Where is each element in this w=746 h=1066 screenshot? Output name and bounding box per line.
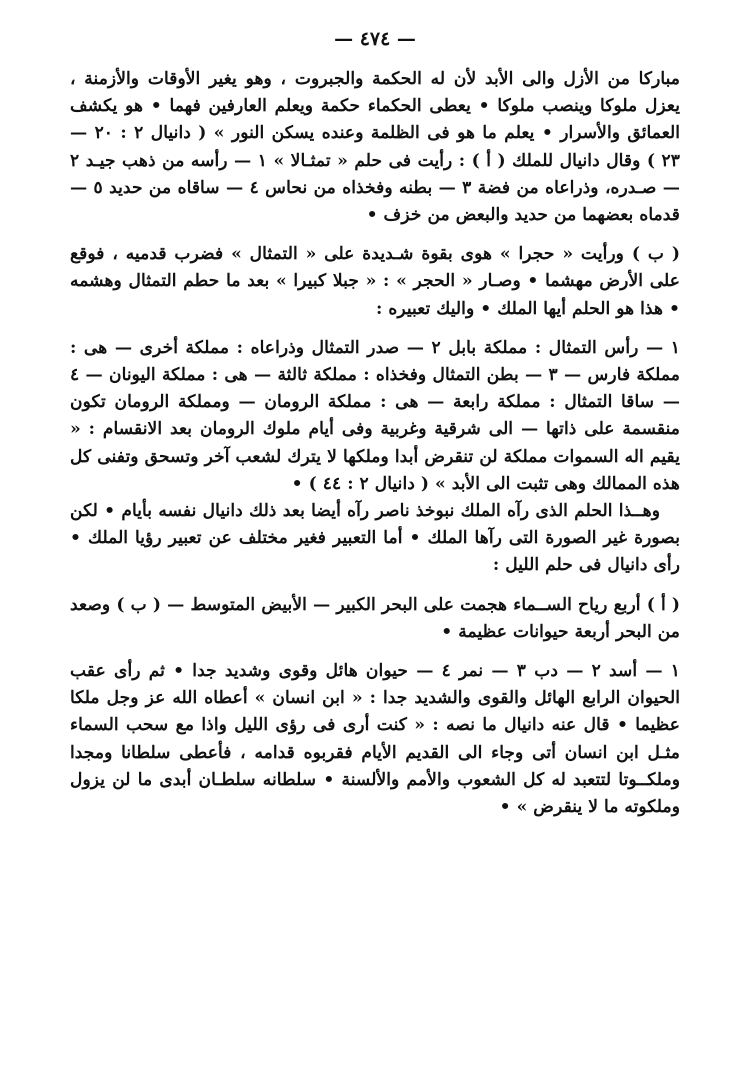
paragraph-6: ١ — أسد ٢ — دب ٣ — نمر ٤ — حيوان هائل وقوى وشديد جدا • ثم رأى عقب الحيوان الرابع الهائل والقوى والشديد جدا : « ابن انسان » أعطاه الله عز وجل ملكا عظيما • قال عنه دانيال ما نصه : « كنت أرى فى رؤى الليل واذا مع سحب السماء مثـل ابن انسان أتى وجاء الى القديم الأيام فقربوه قدامه ، فأعطى سلطانا ومجدا وملكــوتا لتتعبد له كل الشعوب والأمم والألسنة • سلطانه سلطـان أبدى ما لن يزول وملكوته ما لا ينقرض » •	[70, 661, 681, 818]
page-number: — ٤٧٤ —	[334, 28, 416, 50]
paragraph-5: ( أ ) أربع رياح الســماء هجمت على البحر الكبير — الأبيض المتوسط — ( ب ) وصعد من البحر أربعة حيوانات عظيمة •	[70, 594, 680, 642]
paragraph-2: ( ب ) ورأيت « حجرا » هوى بقوة شـديدة على « التمثال » فضرب قدميه ، فوقع على الأرض مهشما • وصـار « الحجر » : « جبلا كبيرا » بعد ما حطم التمثال وهشمه • هذا هو الحلم أيها الملك • واليك تعبيره :	[70, 244, 680, 319]
body-text	[70, 66, 680, 821]
paragraph-4: وهــذا الحلم الذى رآه الملك نبوخذ ناصر رآه أيضا بعد ذلك دانيال نفسه بأيام • لكن بصورة غير الصورة التى رآها الملك • أما التعبير فغير مختلف عن تعبير رؤيا الملك • رأى دانيال فى حلم الليل :	[70, 501, 680, 576]
paragraph-3: ١ — رأس التمثال : مملكة بابل ٢ — صدر التمثال وذراعاه : مملكة أخرى — هى : مملكة فارس — ٣ — بطن التمثال وفخذاه : مملكة ثالثة — هى : مملكة اليونان — ٤ — ساقا التمثال : مملكة رابعة — هى : مملكة الرومان — ومملكة الرومان تكون منقسمة على ذاتها — الى شرقية وغربية وفى أيام ملوك الرومان بعد الانقسام : « يقيم اله السموات مملكة لن تنقرض أبدا وملكها لا يترك لشعب آخر وتسحق وتفنى كل هذه الممالك وهى تثبت الى الأبد » ( دانيال ٢ : ٤٤ ) •	[70, 337, 680, 494]
paragraph-1: مباركا من الأزل والى الأبد لأن له الحكمة والجبروت ، وهو يغير الأوقات والأزمنة ، يعزل ملوكا وينصب ملوكا • يعطى الحكماء حكمة ويعلم العارفين فهما • هو يكشف العمائق والأسرار • يعلم ما هو فى الظلمة وعنده يسكن النور » ( دانيال ٢ : ٢٠ — ٢٣ ) وقال دانيال للملك ( أ ) : رأيت فى حلم « تمثـالا » ١ — رأسه من ذهب جيـد ٢ — صـدره، وذراعاه من فضة ٣ — بطنه وفخذاه من نحاس ٤ — ساقاه من حديد ٥ — قدماه بعضهما من حديد والبعض من خزف •	[70, 69, 681, 226]
